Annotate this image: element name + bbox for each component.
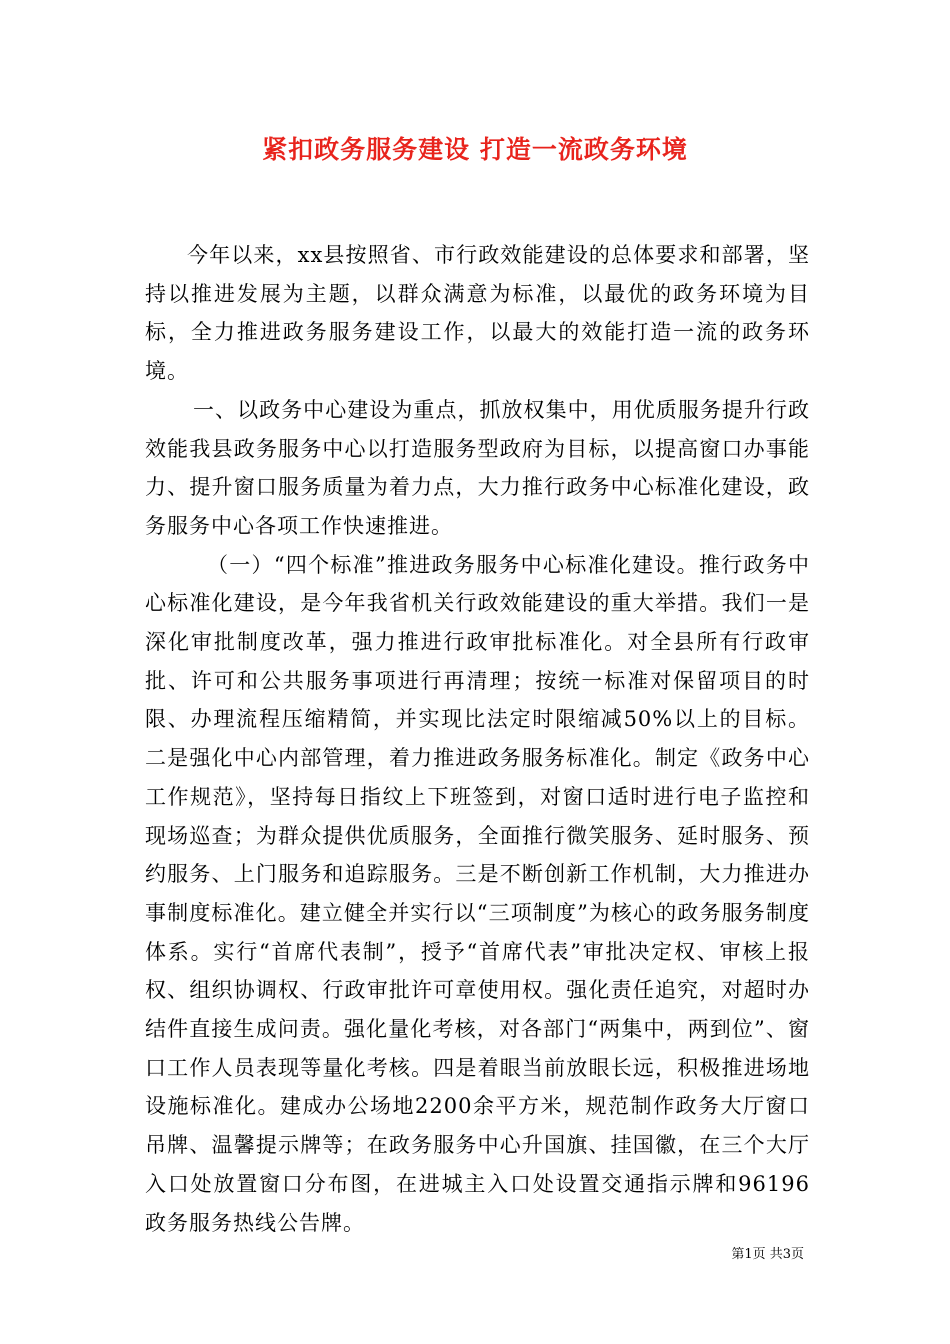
paragraph-section-1: 一、以政务中心建设为重点，抓放权集中，用优质服务提升行政效能我县政务服务中心以打造服务型政府为目标，以提高窗口办事能力、提升窗口服务质量为着力点，大力推行政务中心标准化建设，政务服务中心各项工作快速推进。 <box>145 397 810 538</box>
paragraph-intro: 今年以来，xx县按照省、市行政效能建设的总体要求和部署，坚持以推进发展为主题，以群众满意为标准，以最优的政务环境为目标，全力推进政务服务建设工作，以最大的效能打造一流的政务环境。 <box>145 243 810 384</box>
document-body <box>145 236 810 1242</box>
page-number: 第1页 共3页 <box>731 1247 804 1262</box>
paragraph-subsection-1: （一）“四个标准”推进政务服务中心标准化建设。推行政务中心标准化建设，是今年我省机关行政效能建设的重大举措。我们一是深化审批制度改革，强力推进行政审批标准化。对全县所有行政审批、许可和公共服务事项进行再清理；按统一标准对保留项目的时限、办理流程压缩精简，并实现比法定时限缩减50%以上的目标。二是强化中心内部管理，着力推进政务服务标准化。制定《政务中心工作规范》，坚持每日指纹上下班签到，对窗口适时进行电子监控和现场巡查；为群众提供优质服务，全面推行微笑服务、延时服务、预约服务、上门服务和追踪服务。三是不断创新工作机制，大力推进办事制度标准化。建立健全并实行以“三项制度”为核心的政务服务制度体系。实行“首席代表制”，授予“首席代表”审批决定权、审核上报权、组织协调权、行政审批许可章使用权。强化责任追究，对超时办结件直接生成问责。强化量化考核，对各部门“两集中，两到位”、窗口工作人员表现等量化考核。四是着眼当前放眼长远，积极推进场地设施标准化。建成办公场地2200余平方米，规范制作政务大厅窗口吊牌、温馨提示牌等；在政务服务中心升国旗、挂国徽，在三个大厅入口处放置窗口分布图，在进城主入口处设置交通指示牌和96196政务服务热线公告牌。 <box>145 552 810 1235</box>
document-title: 紧扣政务服务建设 打造一流政务环境 <box>262 135 688 164</box>
